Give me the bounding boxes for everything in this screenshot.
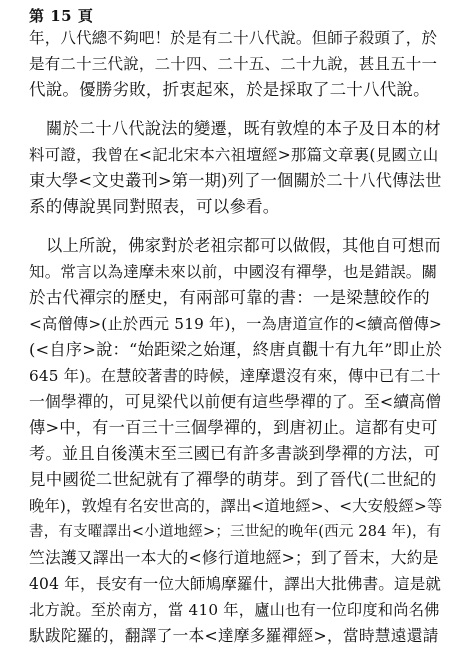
text-line: 見中國從二世紀就有了禪學的萌芽。到了晉代(二世紀的 [29,470,437,489]
text-line: 料可證，我曾在<記北宋本六祖壇經>那篇文章裏(見國立山 [29,146,439,164]
page-number: 第 15 頁 [29,7,94,25]
text-line: (<自序>說：“始距梁之始運，終唐貞觀十有九年”即止於 [29,340,443,359]
text-line: <高僧傳>(止於西元 519 年)，一為唐道宣作的<續高僧傳> [29,315,443,333]
text-line: 645 年)。在慧皎著書的時候，達摩還沒有來，傳中已有二十 [29,367,441,385]
text-line: 竺法護又譯出一本大的<修行道地經>；到了晉末，大約是 [29,548,439,567]
text-line: 東大學<文史叢刊>第一期)列了一個關於二十八代傳法世 [29,171,442,190]
text-line: 年，八代總不夠吧！於是有二十八代說。但師子殺頭了，於 [29,29,438,47]
text-line: 晚年)，敦煌有名安世高的，譯出<道地經>、<大安般經>等 [29,497,443,515]
text-line: 北方說。至於南方，當 410 年，廬山也有一位印度和尚名佛 [29,601,440,619]
text-line: 404 年，長安有一位大師鳩摩羅什，譯出大批佛書。這是就 [29,575,442,593]
text-line: 考。並且自後漢末至三國已有許多書談到學禪的方法，可 [29,444,441,463]
paragraph-start-line: 以上所說，佛家對於老祖宗都可以做假，其他自可想而 [46,236,441,255]
text-line: 是有二十三代說，二十四、二十五、二十九說，甚且五十一 [29,55,438,73]
text-line: 書，有支曜譯出<小道地經>；三世紀的晚年(西元 284 年)，有 [29,524,442,540]
text-line: 知。常言以為達摩未來以前，中國沒有禪學，也是錯誤。關 [29,263,438,281]
text-line: 一個學禪的，可見梁代以前便有這些學禪的了。至<續高僧 [29,392,442,411]
text-line: 代說。優勝劣敗，折衷起來，於是採取了二十八代說。 [29,80,430,99]
text-line: 系的傳說異同對照表，可以參看。 [29,197,280,216]
text-line: 馱跋陀羅的，翻譯了一本<達摩多羅禪經>，當時慧遠還請 [29,626,439,645]
text-line: 於古代禪宗的歷史，有兩部可靠的書：一是梁慧皎作的 [29,288,430,307]
paragraph-start-line: 關於二十八代說法的變遷，既有敦煌的本子及日本的材 [46,119,441,138]
text-line: 傳>中，有一百三十三個學禪的，到唐初止。這都有史可 [29,418,438,437]
